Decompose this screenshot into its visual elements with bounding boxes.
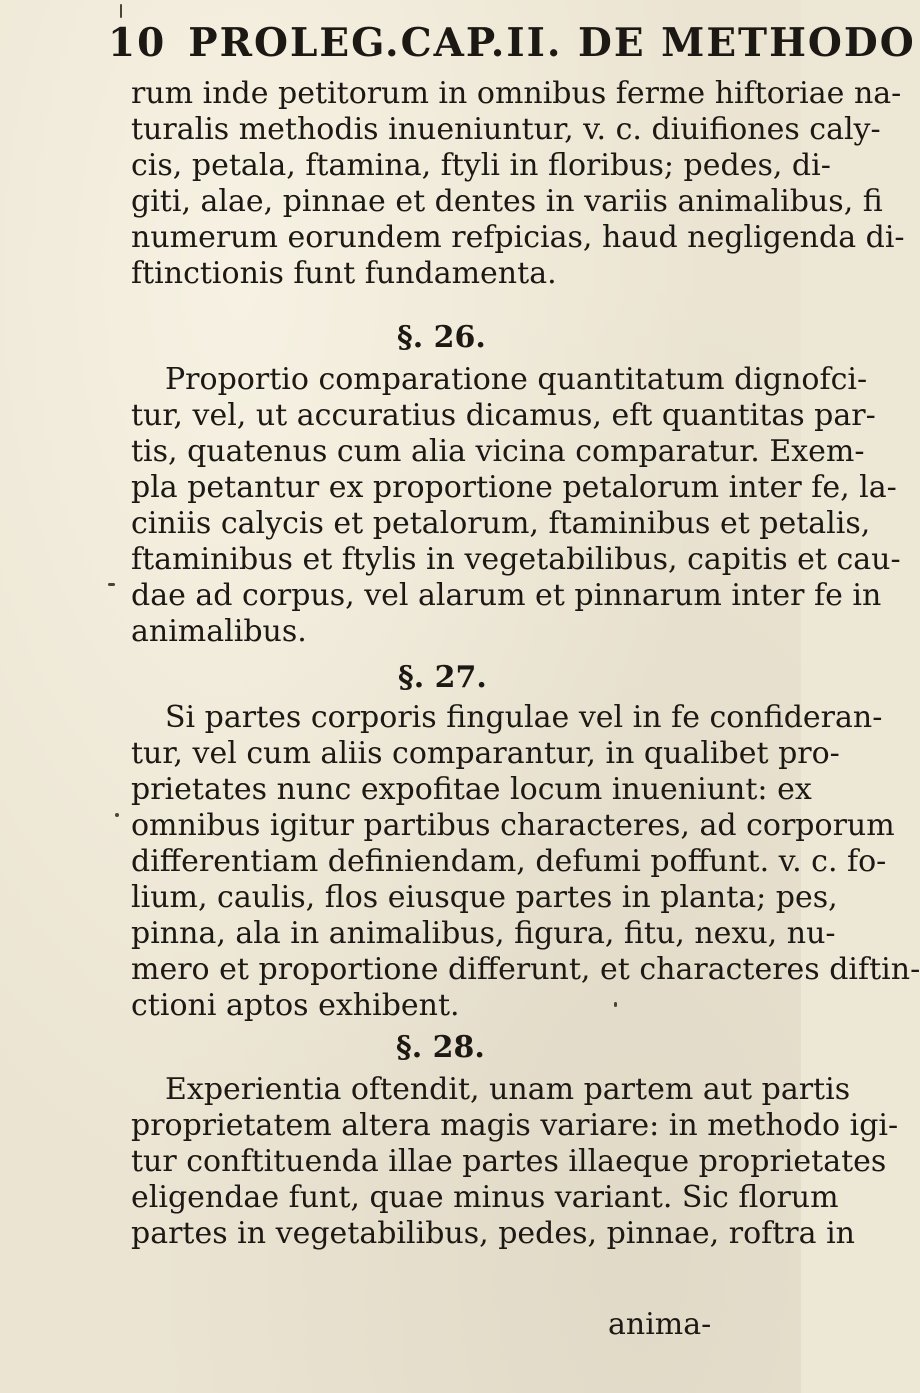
text-line: ftinctionis funt fundamenta. <box>131 256 557 291</box>
text-line: tis, quatenus cum alia vicina comparatur. Exem- <box>131 434 865 469</box>
page-number: 10 <box>108 20 167 66</box>
text-line: animalibus. <box>131 614 307 649</box>
print-speck <box>120 4 122 18</box>
text-line: proprietatem altera magis variare: in methodo igi- <box>131 1108 899 1143</box>
print-speck <box>108 583 115 586</box>
section-number-28: §. 28. <box>396 1030 485 1065</box>
text-line: ctioni aptos exhibent. <box>131 988 460 1023</box>
text-line: turalis methodis inueniuntur, v. c. diuifiones caly- <box>131 112 881 147</box>
text-line: ftaminibus et ftylis in vegetabilibus, capitis et cau- <box>131 542 901 577</box>
catchword: anima- <box>608 1307 712 1342</box>
text-line: rum inde petitorum in omnibus ferme hiftoriae na- <box>131 76 902 111</box>
text-line: Si partes corporis fingulae vel in fe confideran- <box>165 700 883 735</box>
text-line: partes in vegetabilibus, pedes, pinnae, roftra in <box>131 1216 855 1251</box>
section-27-paragraph <box>131 700 920 1024</box>
running-header <box>108 14 916 72</box>
text-line: cis, petala, ftamina, ftyli in floribus; pedes, di- <box>131 148 831 183</box>
text-line: dae ad corpus, vel alarum et pinnarum inter fe in <box>131 578 882 613</box>
section-number-27: §. 27. <box>398 660 487 695</box>
text-line: mero et proportione differunt, et characteres diftin- <box>131 952 920 987</box>
text-line: giti, alae, pinnae et dentes in variis animalibus, fi <box>131 184 883 219</box>
intro-paragraph <box>131 76 905 292</box>
section-26-paragraph <box>131 362 901 650</box>
running-title: PROLEG.CAP.II. DE METHODO <box>188 20 916 66</box>
print-speck <box>115 813 119 817</box>
text-line: omnibus igitur partibus characteres, ad corporum <box>131 808 895 843</box>
text-line: tur, vel, ut accuratius dicamus, eft quantitas par- <box>131 398 876 433</box>
section-number-26: §. 26. <box>397 320 486 355</box>
section-28-paragraph <box>131 1072 899 1252</box>
text-line: ciniis calycis et petalorum, ftaminibus et petalis, <box>131 506 871 541</box>
text-line: differentiam definiendam, defumi poffunt. v. c. fo- <box>131 844 887 879</box>
print-speck <box>614 1002 617 1007</box>
text-line: prietates nunc expofitae locum inueniunt: ex <box>131 772 812 807</box>
text-line: Experientia oftendit, unam partem aut partis <box>165 1072 851 1107</box>
text-line: eligendae funt, quae minus variant. Sic florum <box>131 1180 839 1215</box>
text-line: numerum eorundem refpicias, haud negligenda di- <box>131 220 905 255</box>
text-line: Proportio comparatione quantitatum dignofci- <box>165 362 868 397</box>
text-line: lium, caulis, flos eiusque partes in planta; pes, <box>131 880 838 915</box>
text-line: tur, vel cum aliis comparantur, in qualibet pro- <box>131 736 840 771</box>
text-line: pla petantur ex proportione petalorum inter fe, la- <box>131 470 897 505</box>
text-line: pinna, ala in animalibus, figura, fitu, nexu, nu- <box>131 916 836 951</box>
text-line: tur conftituenda illae partes illaeque proprietates <box>131 1144 887 1179</box>
